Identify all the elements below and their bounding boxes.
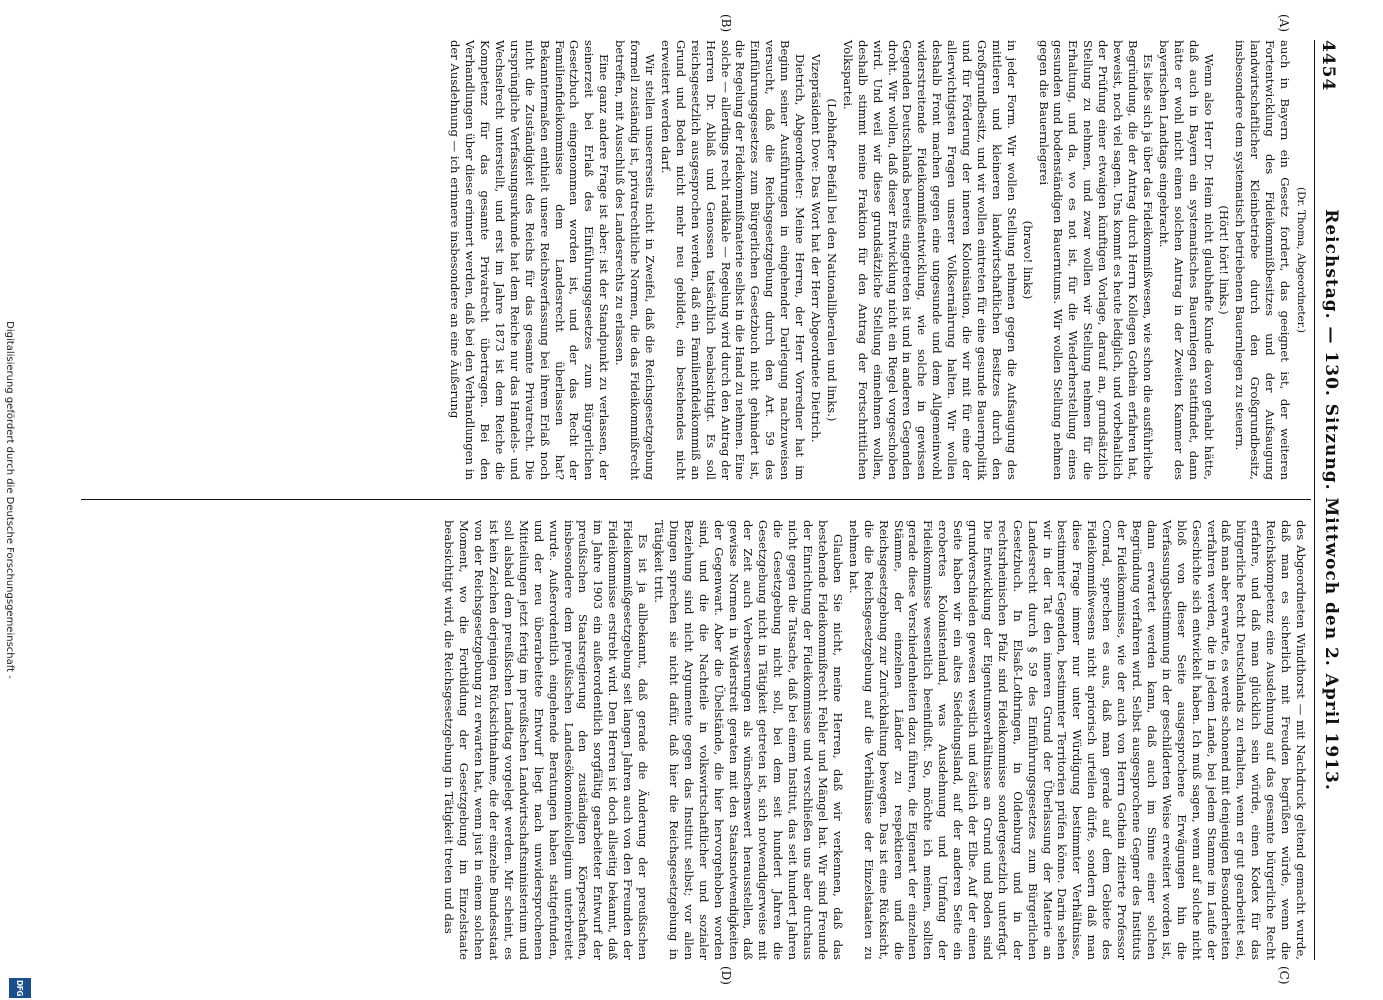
- margin-marker-c: (C): [1277, 966, 1291, 985]
- dfg-logo-text: DFG: [15, 979, 25, 997]
- speaker-paragraph: Vizepräsident Dove: Das Wort hat der Herr Abgeordnete Dietrich.: [809, 54, 823, 443]
- paragraph: auch in Bayern ein Gesetz fordert, das geeignet ist, der weiteren Fortentwicklung des Fideikommißbesitzes und der Aufsaugung landwirtschaftlicher Kleinbetriebe durch den Großgrundbesitz, insbesondere dem systematisch betriebenen Bauernlegen zu steuern.: [1233, 40, 1293, 480]
- left-column: [446, 40, 1308, 480]
- margin-marker-b: (B): [719, 14, 733, 33]
- dfg-logo: [9, 978, 31, 998]
- digitization-credit: Digitalisierung gefördert durch die Deutsche Forschungsgemeinschaft -: [4, 321, 15, 679]
- paragraph: Es ließe sich ja über das Fideikommißwesen, wie schon die ausführliche Begründung, die der Antrag durch Herrn Kollegen Gothein erfahren hat, beweist, noch viel sagen. Uns kommt es heute lediglich, und vorbehaltlich der Prüfung einer etwaigen künftigen Vorlage, darauf an, grundsätzlich Stellung zu nehmen, und zwar wollen wir Stellung nehmen für die Erhaltung, und da, wo es not ist, für die Wiederherstellung eines gesunden und bodenständigen Bauerntums. Wir wollen Stellung nehmen gegen die Bauernlegerei: [1036, 40, 1155, 480]
- margin-marker-d: (D): [719, 966, 733, 985]
- speaker-paragraph: Dietrich, Abgeordneter: Meine Herren, der Herr Vorredner hat im Beginn seiner Ausführungen in eingehender Darlegung nachzuweisen versucht, daß die Reichsgesetzgebung durch den Art. 59 des Einführungsgesetzes zum Bürgerlichen Gesetzbuch nicht gehindert ist, die Regelung der Fideikommißmaterie selbst in die Hand zu nehmen. Eine solche — allerdings recht radikale — Regelung wird durch den Antrag der Herren Dr. Ablaß und Genossen tatsächlich beabsichtigt. Es soll reichsgesetzlich ausgesprochen werden, daß ein Familienfideikommiß an Grund und Boden nicht mehr neu gebildet, ein bestehendes nicht erweitert werden darf.: [658, 40, 808, 480]
- paragraph: Glauben Sie nicht, meine Herren, daß wir verkennen, daß das bestehende Fideikommißrecht Fehler und Mängel hat. Wir sind Freunde der Einrichtung der Fideikommisse und verschließen uns aber durchaus nicht gegen die Tatsache, daß bei einem Institut, das seit hundert Jahren die Gesetzgebung nicht soll, bei dem seit hundert Jahren die Gesetzgebung nicht in Tätigkeit getreten ist, sich notwendigerweise mit der Zeit auch Verbesserungen als wünschenswert herausstellen, daß gewisse Normen in Widerstreit geraten mit den Staatsnotwendigkeiten der Gegenwart. Aber die Übelstände, die hier hervorgehoben worden sind, und die die Nachteile in volkswirtschaftlicher und sozialer Beziehung sind nicht Argumente gegen das Institut selbst; vor allen Dingen sprechen sie nicht dafür, daß hier die Reichsgesetzgebung in Tätigkeit tritt.: [652, 520, 845, 960]
- paragraph: Es ist ja allbekannt, daß gerade die Änderung der preußischen Fideikommißgesetzgebung seit langen Jahren auch von den Freunden der Fideikommisse erstrebt wird. Den Herren ist doch allseitig bekannt, daß im Jahre 1903 ein außerordentlich sorgfältig gearbeiteter Entwurf der preußischen Staatsregierung den zuständigen Körperschaften, insbesondere dem preußischen Landesökonomiekollegium unterbreitet wurde. Außerordentlich eingehende Beratungen haben stattgefunden, und der neu überarbeitete Entwurf liegt nach unwidersprochenen Mitteilungen jetzt fertig im preußischen Landwirtschaftsministerium und soll alsbald dem preußischen Landtag vorgelegt werden. Mir scheint, es ist kein Zeichen derjenigen Rücksichtnahme, die der einzelne Bundesstaat von der Reichsgesetzgebung zu erwarten hat, wenn just in einem solchen Moment, wo die Fortbildung der Gesetzgebung im Einzelstaate beabsichtigt wird, die Reichsgesetzgebung in Tätigkeit treten und das: [442, 520, 651, 960]
- interjection: (Lebhafter Beifall bei den Nationalliberalen und links.): [824, 98, 839, 422]
- interjection: (bravo! links): [1020, 220, 1035, 300]
- page-number: 4454: [1318, 40, 1338, 92]
- paragraph: Wir stellen unsererseits nicht in Zweifel, daß die Reichsgesetzgebung formell zuständig ist, privatrechtliche Normen, die das Fideikommißrecht betreffen, mit Ausschluß des Landesrechts zu erlassen.: [613, 40, 658, 480]
- header-rule: [1314, 40, 1315, 960]
- interjection: (Hört! hört! links.): [1217, 205, 1232, 315]
- paragraph: des Abgeordneten Windthorst — mit Nachdruck geltend gemacht wurde, daß man es sicherlich mit Freuden begrüßen würde, wenn die Reichskompetenz eine Ausdehnung auf das gesamte bürgerliche Recht erfahre, und daß man glücklich sein würde, einen Kodex für das bürgerliche Recht Deutschlands zu erhalten, wenn er gut gearbeitet sei, daß man aber erwarte, es werde schonend mit denjenigen Besonderheiten verfahren werden, die in jedem Lande, bei jedem Stamme im Laufe der Geschichte sich entwickelt haben. Ich muß sagen, wenn auf solche nicht bloß von dieser Seite ausgesprochene Erwägungen hin die Verfassungsbestimmung in der geschilderten Weise erweitert worden ist, dann erwartet werden kann, daß auch im Sinne einer solchen Begründung verfahren wird. Selbst ausgesprochene Gegner des Instituts der Fideikommisse, wie der auch von Herrn Gothein zitierte Professor Conrad, sprechen es aus, daß man gerade auf dem Gebiete des Fideikommißwesens nicht apriorisch urteilen dürfe, sondern daß man diese Frage immer nur unter Würdigung bestimmter Verhältnisse, bestimmter Gegenden, bestimmter Territorien prüfen könne. Darin sehen wir in der Tat den inneren Grund der Überlassung der Materie an Landesrecht durch § 59 des Einführungsgesetzes zum Bürgerlichen Gesetzbuch. In Elsaß-Lothringen, in Oldenburg und in der rechtsrheinischen Pfalz sind Fideikommisse sondergesetzlich unterfagt. Die Entwicklung der Eigentumsverhältnisse an Grund und Boden sind grundverschieden gewesen westlich und östlich der Elbe. Auf der einen Seite haben wir ein altes Siedelungsland, auf der anderen Seite ein erobertes Kolonistenland, was Ausdehnung und Umfang der Fideikommisse wesentlich beeinflußt. So, möchte ich meinen, sollten gerade diese Verschiedenheiten dazu führen, die Eigenart der einzelnen Stämme, der einzelnen Länder zu respektieren und die Reichsgesetzgebung zur Zurückhaltung bewegen. Das ist eine Rücksicht, die die Reichsgesetzgebung auf die Verhältnisse der Einzelstaaten zu nehmen hat.: [846, 520, 1308, 960]
- right-column: [440, 520, 1308, 960]
- speaker-intro: (Dr. Thoma, Abgeordneter.): [1295, 186, 1307, 334]
- paragraph: in jeder Form. Wir wollen Stellung nehmen gegen die Aufsaugung des mittleren und kleineren landwirtschaftlichen Besitzes durch den Großgrundbesitz, und wir wollen eintreten für eine gesunde Bauernpolitik und für Förderung der inneren Kolonisation, die wir mit für eine der allerwichtigsten Fragen unserer Volksernährung halten. Wir wollen deshalb Front machen gegen eine ungesunde und dem Allgemeinwohl widerstreitende Fideikommißentwicklung, wie solche in gewissen Gegenden Deutschlands bereits eingetreten ist und in anderen Gegenden droht. Wir wollen, daß dieser Entwicklung nicht ein Riegel vorgeschoben wird. Und weil wir diese grundsätzliche Stellung einnehmen wollen, deshalb stimmt meine Fraktion für den Antrag der Fortschrittlichen Volkspartei.: [840, 40, 1019, 480]
- page-title: Reichstag. — 130. Sitzung. Mittwoch den 2. April 1913.: [1321, 209, 1341, 791]
- paragraph: Wenn also Herr Dr. Heim nicht glaubhafte Kunde davon gehabt hätte, daß auch in Bayern ein systematisches Bauernlegen stattfindet, dann hätte er wohl nicht einen solchen Antrag in der Zweiten Kammer des bayerischen Landtags eingebracht.: [1156, 40, 1216, 480]
- column-divider: [81, 499, 1311, 500]
- margin-marker-a: (A): [1277, 14, 1291, 33]
- paragraph: Eine ganz andere Frage ist aber: ist der Standpunkt zu verlassen, der seinerzeit bei Erlaß des Einführungsgesetzes zum Bürgerlichen Gesetzbuch eingenommen worden ist, und der das Recht der Familienfideikommisse dem Landesrecht überlassen hat? Bekanntermaßen enthielt unsere Reichsverfassung bei ihrem Erlaß noch nicht die Zuständigkeit des Reichs für das gesamte Privatrecht. Die ursprüngliche Verfassungsurkunde hat dem Reiche nur das Handels- und Wechselrecht unterstellt, und erst im Jahre 1873 ist dem Reiche die Kompetenz für das gesamte Privatrecht übertragen. Bei den Verhandlungen über diese erinnert werden, daß bei den Verhandlungen in der Ausdehnung — ich erinnere insbesondere an eine Äußerung: [448, 40, 612, 480]
